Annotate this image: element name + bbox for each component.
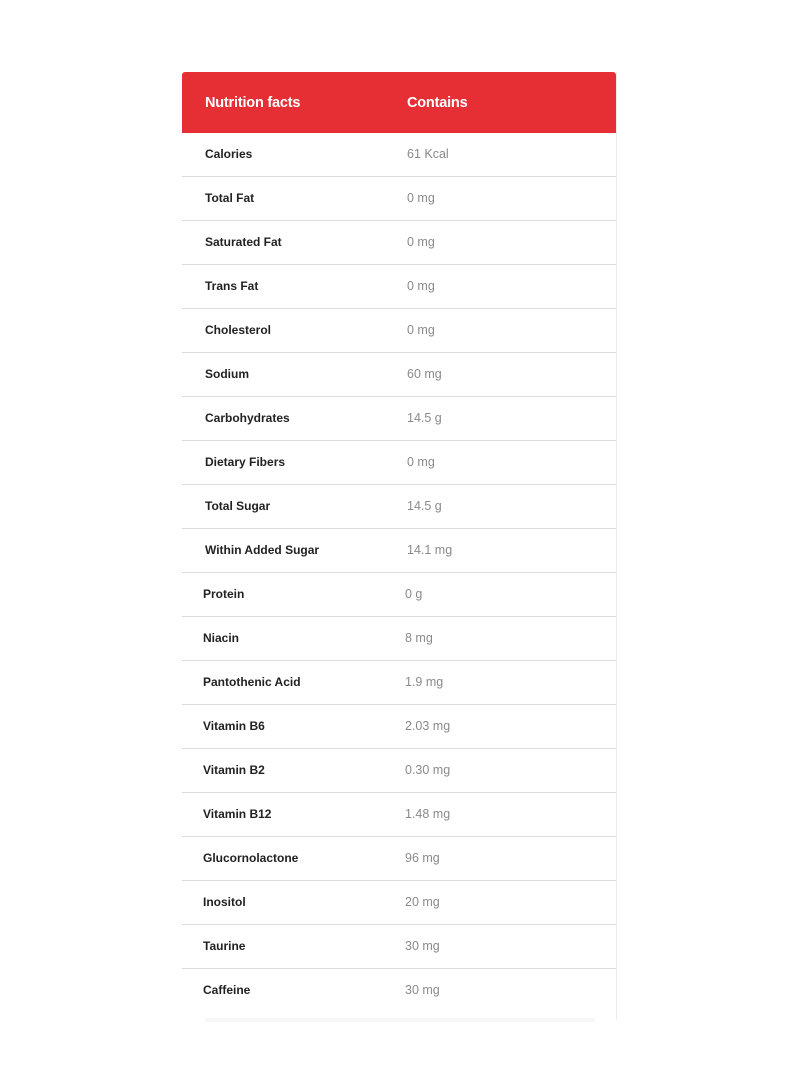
table-row	[182, 485, 616, 529]
nutrient-value: 96 mg	[405, 851, 440, 865]
header-contains: Contains	[407, 95, 468, 111]
nutrient-name: Caffeine	[203, 983, 251, 997]
nutrient-name: Protein	[203, 587, 245, 601]
nutrient-name: Vitamin B12	[203, 807, 272, 821]
nutrient-name: Within Added Sugar	[205, 543, 320, 557]
nutrient-name: Total Fat	[205, 191, 255, 205]
table-row	[182, 573, 616, 617]
table-row	[182, 397, 616, 441]
nutrient-name: Vitamin B6	[203, 719, 265, 733]
table-row	[182, 881, 616, 925]
nutrient-name: Taurine	[203, 939, 246, 953]
table-body	[182, 133, 616, 1013]
nutrient-name: Inositol	[203, 895, 246, 909]
nutrient-value: 2.03 mg	[405, 719, 451, 733]
table-row	[182, 837, 616, 881]
nutrient-value: 1.48 mg	[405, 807, 451, 821]
table-row	[182, 221, 616, 265]
table-row	[182, 617, 616, 661]
nutrition-table	[182, 72, 617, 1020]
nutrient-value: 30 mg	[405, 939, 440, 953]
nutrient-value: 60 mg	[407, 367, 442, 381]
nutrient-name: Glucornolactone	[203, 851, 299, 865]
table-header	[182, 72, 616, 133]
nutrient-name: Calories	[205, 147, 253, 161]
nutrient-name: Total Sugar	[205, 499, 271, 513]
nutrient-name: Pantothenic Acid	[203, 675, 301, 689]
table-row	[182, 705, 616, 749]
nutrient-value: 0 mg	[407, 455, 435, 469]
table-row	[182, 529, 616, 573]
nutrient-name: Niacin	[203, 631, 240, 645]
nutrient-name: Vitamin B2	[203, 763, 265, 777]
table-row	[182, 133, 616, 177]
table-row	[182, 177, 616, 221]
table-bottom-shadow	[205, 1018, 595, 1022]
nutrient-value: 1.9 mg	[405, 675, 444, 689]
header-nutrition-facts: Nutrition facts	[205, 95, 301, 111]
nutrient-value: 20 mg	[405, 895, 440, 909]
nutrient-name: Dietary Fibers	[205, 455, 286, 469]
nutrient-value: 14.5 g	[407, 411, 442, 425]
nutrient-value: 0 mg	[407, 279, 435, 293]
nutrient-value: 0 g	[405, 587, 423, 601]
nutrient-name: Carbohydrates	[205, 411, 290, 425]
nutrient-value: 0 mg	[407, 235, 435, 249]
nutrient-value: 0 mg	[407, 323, 435, 337]
nutrient-value: 14.1 mg	[407, 543, 453, 557]
table-row	[182, 353, 616, 397]
nutrient-name: Saturated Fat	[205, 235, 282, 249]
nutrient-value: 30 mg	[405, 983, 440, 997]
table-row	[182, 793, 616, 837]
nutrient-value: 61 Kcal	[407, 147, 449, 161]
table-row	[182, 661, 616, 705]
table-row	[182, 925, 616, 969]
table-row	[182, 309, 616, 353]
table-row	[182, 265, 616, 309]
table-row	[182, 969, 616, 1013]
nutrient-value: 0 mg	[407, 191, 435, 205]
nutrient-name: Sodium	[205, 367, 249, 381]
nutrient-value: 8 mg	[405, 631, 433, 645]
nutrient-value: 14.5 g	[407, 499, 442, 513]
nutrient-name: Trans Fat	[205, 279, 259, 293]
nutrient-value: 0.30 mg	[405, 763, 451, 777]
table-row	[182, 441, 616, 485]
table-row	[182, 749, 616, 793]
nutrient-name: Cholesterol	[205, 323, 272, 337]
